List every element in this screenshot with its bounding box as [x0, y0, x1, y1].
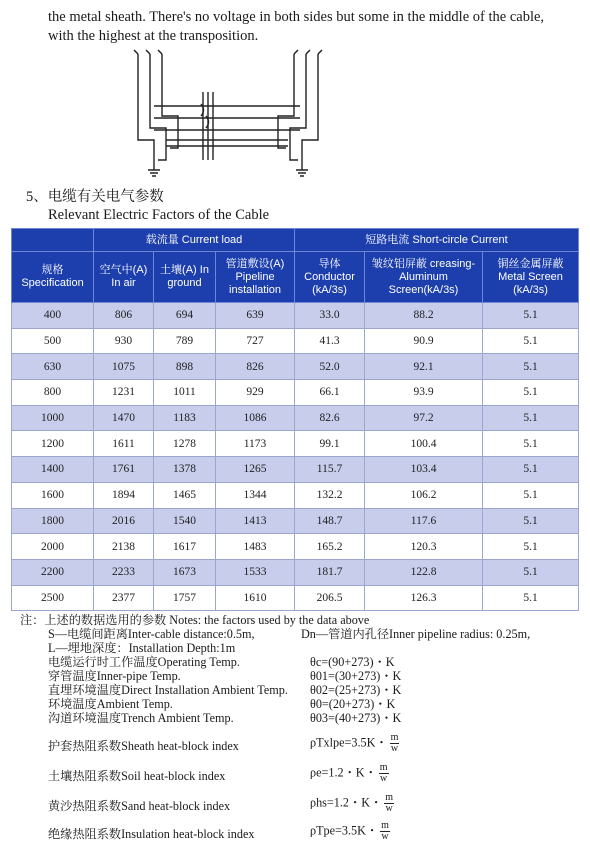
cell-spec: 1600 — [12, 482, 94, 508]
note-sheath-index-label: 护套热阻系数Sheath heat-block index — [48, 739, 239, 753]
cell-aluminum-screen: 122.8 — [365, 559, 483, 585]
cell-aluminum-screen: 97.2 — [365, 405, 483, 431]
section-title-cn: 5、电缆有关电气参数 — [26, 189, 164, 205]
cell-spec: 400 — [12, 303, 94, 329]
table-row — [12, 585, 579, 611]
cell-aluminum-screen: 100.4 — [365, 431, 483, 457]
cell-pipeline: 1483 — [216, 534, 295, 560]
cell-in-ground: 694 — [154, 303, 216, 329]
table-row — [12, 431, 579, 457]
cell-metal-screen: 5.1 — [483, 559, 579, 585]
cell-spec: 1200 — [12, 431, 94, 457]
cell-metal-screen: 5.1 — [483, 354, 579, 380]
cell-pipeline: 1344 — [216, 482, 295, 508]
cell-in-ground: 1378 — [154, 457, 216, 483]
note-ambient-temp-value: θ0=(20+273)・K — [310, 697, 396, 711]
cell-spec: 630 — [12, 354, 94, 380]
cell-pipeline: 1610 — [216, 585, 295, 611]
cell-in-ground: 1011 — [154, 380, 216, 406]
cell-conductor: 66.1 — [295, 380, 365, 406]
cable-transposition-diagram — [128, 48, 328, 183]
table-row — [12, 328, 579, 354]
note-sheath-index-value: ρTxlpe=3.5K・ $\frac{m}{w}$ — [310, 732, 399, 754]
cell-in-ground: 898 — [154, 354, 216, 380]
cell-aluminum-screen: 103.4 — [365, 457, 483, 483]
header-aluminum-screen: 皱纹铝屏蔽 creasing- Aluminum Screen(kA/3s) — [365, 252, 483, 303]
cell-spec: 500 — [12, 328, 94, 354]
table-row — [12, 405, 579, 431]
intro-paragraph — [48, 8, 588, 46]
cell-conductor: 206.5 — [295, 585, 365, 611]
cell-in-air: 930 — [94, 328, 154, 354]
cell-in-air: 1761 — [94, 457, 154, 483]
cell-conductor: 165.2 — [295, 534, 365, 560]
note-installation-depth: L—埋地深度：Installation Depth:1m — [48, 641, 236, 655]
cell-in-air: 1470 — [94, 405, 154, 431]
table-row — [12, 303, 579, 329]
cell-spec: 1800 — [12, 508, 94, 534]
cell-in-air: 1231 — [94, 380, 154, 406]
cell-metal-screen: 5.1 — [483, 457, 579, 483]
cell-in-air: 1894 — [94, 482, 154, 508]
cell-metal-screen: 5.1 — [483, 508, 579, 534]
note-sand-index-value: ρhs=1.2・K・ $\frac{m}{w}$ — [310, 792, 393, 814]
cell-aluminum-screen: 120.3 — [365, 534, 483, 560]
table-row — [12, 354, 579, 380]
note-trench-temp-value: θ03=(40+273)・K — [310, 711, 402, 725]
section-heading — [26, 188, 269, 224]
table-row — [12, 457, 579, 483]
cell-metal-screen: 5.1 — [483, 431, 579, 457]
cell-metal-screen: 5.1 — [483, 482, 579, 508]
cell-conductor: 148.7 — [295, 508, 365, 534]
header-blank — [12, 229, 94, 252]
cell-metal-screen: 5.1 — [483, 585, 579, 611]
table-row — [12, 508, 579, 534]
cell-pipeline: 1413 — [216, 508, 295, 534]
cell-aluminum-screen: 92.1 — [365, 354, 483, 380]
cell-in-air: 1611 — [94, 431, 154, 457]
note-sand-index-label: 黄沙热阻系数Sand heat-block index — [48, 799, 231, 813]
header-short-circuit: 短路电流 Short-circle Current — [295, 229, 579, 252]
note-operating-temp-label: 电缆运行时工作温度Operating Temp. — [48, 655, 240, 669]
cell-aluminum-screen: 106.2 — [365, 482, 483, 508]
cell-in-air: 1075 — [94, 354, 154, 380]
table-row — [12, 380, 579, 406]
cell-metal-screen: 5.1 — [483, 405, 579, 431]
cell-pipeline: 1533 — [216, 559, 295, 585]
header-in-air: 空气中(A) In air — [94, 252, 154, 303]
cell-in-air: 2016 — [94, 508, 154, 534]
note-direct-ambient-temp-value: θ02=(25+273)・K — [310, 683, 402, 697]
cell-aluminum-screen: 117.6 — [365, 508, 483, 534]
cell-pipeline: 1173 — [216, 431, 295, 457]
cell-conductor: 181.7 — [295, 559, 365, 585]
cell-in-ground: 1617 — [154, 534, 216, 560]
cell-spec: 800 — [12, 380, 94, 406]
cell-in-ground: 1183 — [154, 405, 216, 431]
table-row — [12, 482, 579, 508]
section-title-en: Relevant Electric Factors of the Cable — [48, 207, 270, 223]
cell-in-ground: 789 — [154, 328, 216, 354]
cell-pipeline: 826 — [216, 354, 295, 380]
cell-aluminum-screen: 90.9 — [365, 328, 483, 354]
cell-in-ground: 1540 — [154, 508, 216, 534]
note-soil-index-value: ρe=1.2・K・ $\frac{m}{w}$ — [310, 762, 388, 784]
cell-pipeline: 639 — [216, 303, 295, 329]
header-in-ground: 土壤(A) In ground — [154, 252, 216, 303]
note-inner-pipe-temp-label: 穿管温度Inner-pipe Temp. — [48, 669, 181, 683]
note-operating-temp-value: θc=(90+273)・K — [310, 655, 395, 669]
electric-factors-table — [11, 228, 579, 611]
note-soil-index-label: 土壤热阻系数Soil heat-block index — [48, 769, 226, 783]
table-header-group-row — [12, 229, 579, 252]
table-body — [12, 303, 579, 611]
cell-conductor: 33.0 — [295, 303, 365, 329]
cell-conductor: 82.6 — [295, 405, 365, 431]
cell-in-ground: 1465 — [154, 482, 216, 508]
header-metal-screen: 铜丝金属屏蔽 Metal Screen (kA/3s) — [483, 252, 579, 303]
cell-conductor: 41.3 — [295, 328, 365, 354]
table-row — [12, 559, 579, 585]
table-header-row — [12, 252, 579, 303]
header-current-load: 载流量 Current load — [94, 229, 295, 252]
cell-spec: 1000 — [12, 405, 94, 431]
note-inter-cable-distance: S—电缆间距离Inter-cable distance:0.5m, — [48, 627, 255, 641]
cell-pipeline: 1265 — [216, 457, 295, 483]
cell-aluminum-screen: 88.2 — [365, 303, 483, 329]
cell-conductor: 132.2 — [295, 482, 365, 508]
cell-in-ground: 1673 — [154, 559, 216, 585]
note-trench-temp-label: 沟道环境温度Trench Ambient Temp. — [48, 711, 234, 725]
cell-pipeline: 1086 — [216, 405, 295, 431]
cell-in-air: 2138 — [94, 534, 154, 560]
cell-conductor: 115.7 — [295, 457, 365, 483]
header-pipeline: 管道敷设(A) Pipeline installation — [216, 252, 295, 303]
intro-line-2: with the highest at the transposition. — [48, 28, 259, 44]
cell-conductor: 99.1 — [295, 431, 365, 457]
cell-spec: 2500 — [12, 585, 94, 611]
note-insulation-index-value: ρTpe=3.5K・ $\frac{m}{w}$ — [310, 820, 389, 842]
note-insulation-index-label: 绝缘热阻系数Insulation heat-block index — [48, 827, 255, 841]
notes-heading: 注：上述的数据选用的参数 Notes: the factors used by the data above — [20, 613, 370, 627]
cell-in-air: 2233 — [94, 559, 154, 585]
note-direct-ambient-temp-label: 直埋环境温度Direct Installation Ambient Temp. — [48, 683, 288, 697]
header-spec: 规格 Specification — [12, 252, 94, 303]
cell-metal-screen: 5.1 — [483, 534, 579, 560]
cell-conductor: 52.0 — [295, 354, 365, 380]
note-inner-pipe-temp-value: θ01=(30+273)・K — [310, 669, 402, 683]
cell-metal-screen: 5.1 — [483, 380, 579, 406]
cell-in-ground: 1757 — [154, 585, 216, 611]
header-conductor: 导体 Conductor (kA/3s) — [295, 252, 365, 303]
cell-metal-screen: 5.1 — [483, 303, 579, 329]
intro-line-1: the metal sheath. There's no voltage in both sides but some in the middle of the cable, — [48, 9, 545, 25]
note-ambient-temp-label: 环境温度Ambient Temp. — [48, 697, 173, 711]
cell-metal-screen: 5.1 — [483, 328, 579, 354]
cell-pipeline: 929 — [216, 380, 295, 406]
table-row — [12, 534, 579, 560]
cell-spec: 1400 — [12, 457, 94, 483]
cell-in-ground: 1278 — [154, 431, 216, 457]
cell-aluminum-screen: 126.3 — [365, 585, 483, 611]
cell-in-air: 2377 — [94, 585, 154, 611]
cell-spec: 2000 — [12, 534, 94, 560]
cell-pipeline: 727 — [216, 328, 295, 354]
cell-in-air: 806 — [94, 303, 154, 329]
cell-aluminum-screen: 93.9 — [365, 380, 483, 406]
note-inner-pipeline-radius: Dn—管道内孔径Inner pipeline radius: 0.25m, — [301, 627, 531, 641]
cell-spec: 2200 — [12, 559, 94, 585]
